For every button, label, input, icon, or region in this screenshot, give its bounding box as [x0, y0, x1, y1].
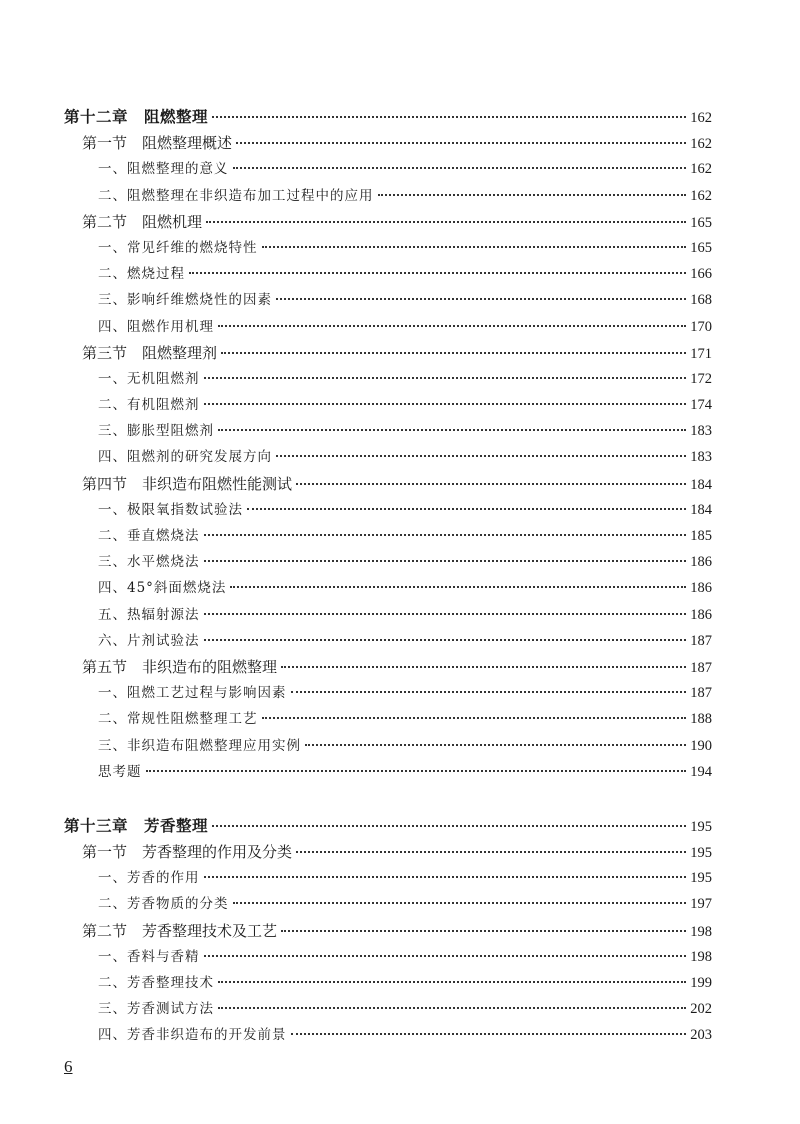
item-entry-page: 162	[690, 161, 712, 178]
item-entry-page: 186	[690, 580, 712, 597]
leader-dots	[291, 1033, 687, 1035]
leader-dots	[221, 352, 686, 354]
item-entry-label: 思考题	[98, 763, 142, 780]
section-entry-label: 第一节 阻燃整理概述	[82, 134, 233, 153]
item-entry-label: 二、芳香整理技术	[98, 975, 214, 991]
item-entry-label: 三、水平燃烧法	[98, 554, 200, 571]
item-entry-label: 四、阻燃剂的研究发展方向	[98, 449, 272, 466]
chapter-entry-label: 第十三章 芳香整理	[64, 815, 209, 835]
item-entry[interactable]	[64, 444, 712, 470]
item-entry-page: 199	[690, 975, 712, 991]
item-entry[interactable]	[64, 970, 712, 996]
section-entry-label: 第五节 非织造布的阻燃整理	[82, 657, 278, 676]
item-entry[interactable]	[64, 261, 712, 287]
item-entry-label: 三、影响纤维燃烧性的因素	[98, 292, 272, 309]
item-entry-label: 三、芳香测试方法	[98, 1001, 214, 1018]
item-entry-page: 187	[690, 685, 712, 702]
item-entry-page: 197	[690, 896, 712, 913]
item-entry-page: 195	[690, 870, 712, 887]
item-entry-label: 二、阻燃整理在非织造布加工过程中的应用	[98, 187, 374, 204]
page-number: 6	[64, 1057, 73, 1076]
item-entry[interactable]	[64, 602, 712, 628]
item-entry[interactable]	[64, 287, 712, 313]
item-entry-page: 187	[690, 632, 712, 649]
section-entry-label: 第二节 芳香整理技术及工艺	[82, 921, 278, 940]
item-entry-label: 一、芳香的作用	[98, 870, 200, 887]
item-entry[interactable]	[64, 759, 712, 785]
item-entry[interactable]	[64, 549, 712, 575]
item-entry-page: 190	[690, 737, 712, 754]
item-entry-page: 172	[690, 370, 712, 387]
item-entry[interactable]	[64, 183, 712, 209]
item-entry-page: 188	[690, 711, 712, 728]
item-entry-label: 四、芳香非织造布的开发前景	[98, 1027, 287, 1044]
leader-dots	[218, 429, 686, 431]
section-entry-page: 187	[690, 659, 712, 676]
chapter-entry-label: 第十二章 阻燃整理	[64, 107, 209, 126]
chapter-block	[64, 104, 712, 785]
item-entry-page: 162	[690, 187, 712, 204]
item-entry-page: 166	[690, 266, 712, 283]
item-entry-page: 194	[690, 763, 712, 780]
section-entry[interactable]	[64, 471, 712, 497]
item-entry[interactable]	[64, 366, 712, 392]
section-entry-page: 171	[690, 345, 712, 362]
leader-dots	[296, 483, 686, 485]
leader-dots	[204, 377, 687, 379]
leader-dots	[305, 744, 686, 746]
item-entry-label: 二、芳香物质的分类	[98, 896, 229, 913]
item-entry-label: 一、阻燃整理的意义	[98, 161, 229, 178]
chapter-entry[interactable]	[64, 813, 712, 839]
item-entry-label: 二、有机阻燃剂	[98, 397, 200, 414]
item-entry[interactable]	[64, 680, 712, 706]
section-entry-page: 162	[690, 136, 712, 153]
item-entry[interactable]	[64, 156, 712, 182]
chapter-entry[interactable]	[64, 104, 712, 130]
leader-dots	[204, 876, 687, 878]
item-entry[interactable]	[64, 418, 712, 444]
item-entry-label: 二、常规性阻燃整理工艺	[98, 711, 258, 728]
leader-dots	[204, 639, 687, 641]
leader-dots	[281, 930, 686, 932]
item-entry-page: 202	[690, 1001, 712, 1018]
leader-dots	[233, 902, 687, 904]
section-entry-label: 第四节 非织造布阻燃性能测试	[82, 474, 293, 493]
leader-dots	[204, 560, 687, 562]
item-entry[interactable]	[64, 996, 712, 1022]
section-entry[interactable]	[64, 130, 712, 156]
leader-dots	[276, 298, 686, 300]
section-entry-label: 第三节 阻燃整理剂	[82, 343, 218, 362]
item-entry-page: 183	[690, 449, 712, 466]
item-entry-label: 六、片剂试验法	[98, 632, 200, 649]
section-entry-page: 195	[690, 845, 712, 862]
leader-dots	[378, 194, 687, 196]
leader-dots	[218, 981, 686, 983]
leader-dots	[212, 116, 686, 118]
section-entry-label: 第二节 阻燃机理	[82, 212, 203, 231]
item-entry-page: 203	[690, 1027, 712, 1044]
item-entry-label: 一、阻燃工艺过程与影响因素	[98, 685, 287, 702]
leader-dots	[218, 325, 686, 327]
item-entry-label: 一、极限氧指数试验法	[98, 501, 243, 518]
leader-dots	[247, 508, 686, 510]
item-entry[interactable]	[64, 575, 712, 601]
item-entry-label: 一、常见纤维的燃烧特性	[98, 239, 258, 256]
item-entry[interactable]	[64, 628, 712, 654]
leader-dots	[281, 666, 686, 668]
item-entry-page: 165	[690, 239, 712, 256]
leader-dots	[296, 851, 686, 853]
leader-dots	[212, 825, 686, 827]
item-entry-page: 185	[690, 528, 712, 544]
chapter-entry-page: 195	[690, 818, 712, 835]
item-entry-label: 四、阻燃作用机理	[98, 318, 214, 335]
leader-dots	[189, 272, 686, 274]
item-entry-label: 二、垂直燃烧法	[98, 528, 200, 544]
leader-dots	[291, 691, 687, 693]
leader-dots	[206, 221, 686, 223]
leader-dots	[236, 142, 686, 144]
item-entry-page: 170	[690, 318, 712, 335]
section-entry-page: 165	[690, 214, 712, 231]
item-entry[interactable]	[64, 314, 712, 340]
item-entry-page: 174	[690, 397, 712, 414]
item-entry-page: 186	[690, 554, 712, 571]
section-entry-page: 184	[690, 476, 712, 493]
leader-dots	[204, 613, 687, 615]
item-entry[interactable]	[64, 706, 712, 732]
item-entry[interactable]	[64, 891, 712, 917]
leader-dots	[146, 770, 687, 772]
item-entry-label: 四、45°斜面燃烧法	[98, 580, 227, 597]
leader-dots	[262, 717, 687, 719]
section-entry-page: 198	[690, 923, 712, 940]
section-entry[interactable]	[64, 654, 712, 680]
item-entry-label: 三、非织造布阻燃整理应用实例	[98, 737, 301, 754]
leader-dots	[276, 455, 686, 457]
item-entry-page: 183	[690, 423, 712, 440]
item-entry-page: 168	[690, 292, 712, 309]
chapter-entry-page: 162	[690, 110, 712, 126]
section-entry[interactable]	[64, 918, 712, 944]
item-entry-page: 186	[690, 606, 712, 623]
leader-dots	[204, 955, 687, 957]
item-entry[interactable]	[64, 523, 712, 549]
item-entry-page: 184	[690, 501, 712, 518]
table-of-contents	[64, 104, 712, 1049]
leader-dots	[218, 1007, 686, 1009]
item-entry[interactable]	[64, 865, 712, 891]
leader-dots	[262, 246, 687, 248]
leader-dots	[204, 403, 687, 405]
item-entry[interactable]	[64, 944, 712, 970]
item-entry[interactable]	[64, 235, 712, 261]
item-entry[interactable]	[64, 733, 712, 759]
section-entry[interactable]	[64, 340, 712, 366]
item-entry-label: 一、香料与香精	[98, 948, 200, 965]
section-entry[interactable]	[64, 209, 712, 235]
item-entry[interactable]	[64, 1022, 712, 1048]
item-entry-label: 一、无机阻燃剂	[98, 370, 200, 387]
item-entry-page: 198	[690, 948, 712, 965]
section-entry[interactable]	[64, 839, 712, 865]
item-entry-label: 三、膨胀型阻燃剂	[98, 423, 214, 440]
chapter-block	[64, 813, 712, 1049]
item-entry-label: 二、燃烧过程	[98, 266, 185, 283]
section-entry-label: 第一节 芳香整理的作用及分类	[82, 843, 293, 862]
leader-dots	[230, 586, 686, 588]
item-entry-label: 五、热辐射源法	[98, 606, 200, 623]
leader-dots	[204, 534, 687, 536]
leader-dots	[233, 167, 687, 169]
item-entry[interactable]	[64, 392, 712, 418]
item-entry[interactable]	[64, 497, 712, 523]
